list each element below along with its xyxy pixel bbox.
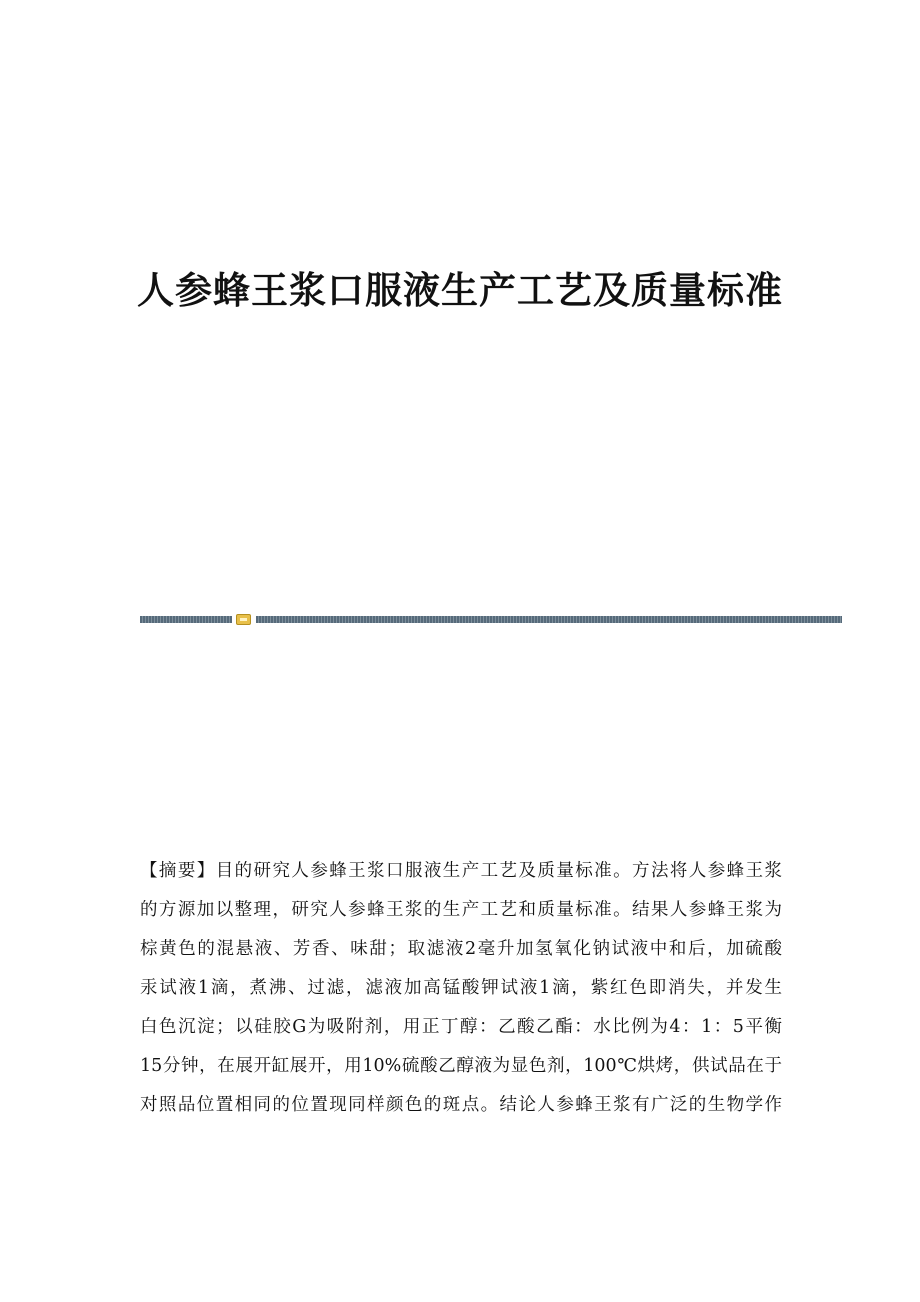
abstract-line: 白色沉淀；以硅胶G为吸附剂，用正丁醇：乙酸乙酯：水比例为4：1：5平衡: [140, 1017, 782, 1037]
abstract-line: 汞试液1滴，煮沸、过滤，滤液加高锰酸钾试液1滴，紫红色即消失，并发生: [140, 978, 782, 998]
document-title: 人参蜂王浆口服液生产工艺及质量标准: [137, 268, 783, 312]
abstract-line: 15分钟，在展开缸展开，用10%硫酸乙醇液为显色剂，100℃烘烤，供试品在于: [140, 1056, 782, 1076]
divider-bar-right: [256, 616, 842, 623]
divider-ornament-icon: [236, 614, 251, 625]
abstract-line: 【摘要】目的研究人参蜂王浆口服液生产工艺及质量标准。方法将人参蜂王浆: [140, 861, 782, 881]
abstract-paragraph: [140, 852, 782, 1125]
section-divider: [140, 614, 842, 625]
abstract-line: 的方源加以整理，研究人参蜂王浆的生产工艺和质量标准。结果人参蜂王浆为: [140, 900, 782, 920]
abstract-line: 对照品位置相同的位置现同样颜色的斑点。结论人参蜂王浆有广泛的生物学作: [140, 1095, 782, 1115]
abstract-line: 棕黄色的混悬液、芳香、味甜；取滤液2毫升加氢氧化钠试液中和后，加硫酸: [140, 939, 782, 959]
divider-bar-left: [140, 616, 232, 623]
